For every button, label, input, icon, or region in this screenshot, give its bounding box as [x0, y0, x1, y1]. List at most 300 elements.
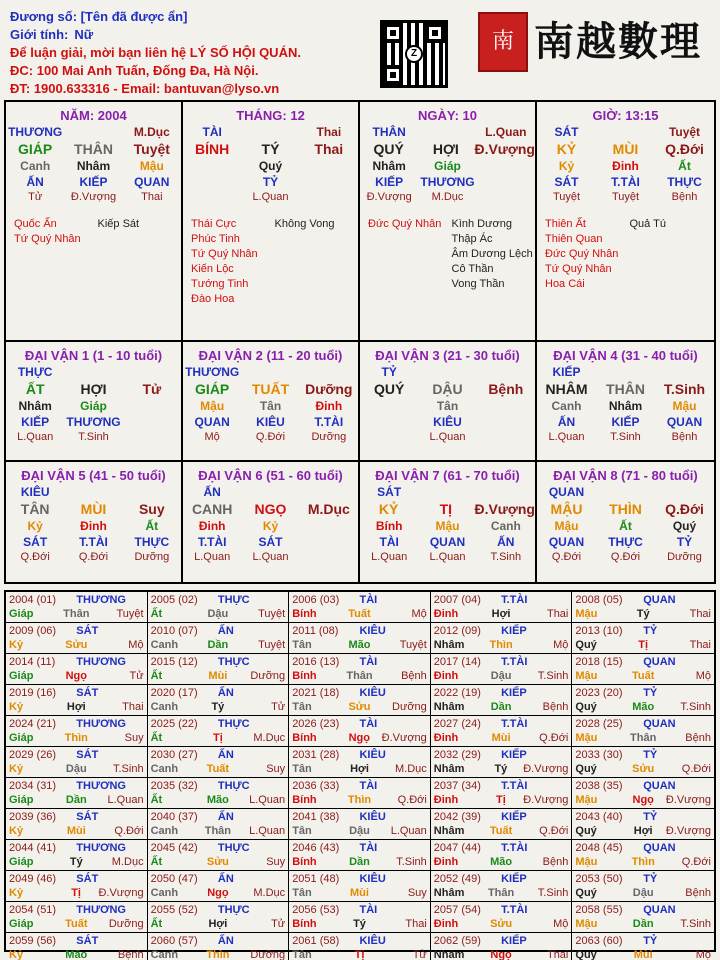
element-cell	[183, 175, 241, 189]
year-stage: Q.Đới	[681, 763, 711, 775]
stage: T.Sinh	[663, 381, 706, 397]
element-cell	[123, 431, 181, 443]
year-cell	[148, 623, 290, 654]
element-cell: QUAN	[194, 415, 230, 429]
year-cell	[148, 716, 290, 747]
star-item: Kình Dương	[451, 218, 512, 230]
earthly-branch: NGỌ	[254, 501, 287, 517]
stem-branch-row	[360, 381, 535, 397]
year-cell	[148, 871, 290, 902]
year-branch: Mão	[206, 794, 229, 806]
year-label: 2029 (26)	[9, 749, 57, 761]
spacer	[123, 365, 181, 379]
element-cell	[477, 399, 535, 413]
year-stage: Đ.Vượng	[98, 887, 144, 899]
star-item	[630, 232, 715, 247]
star-item: Phúc Tinh	[191, 233, 240, 245]
year-pillar	[151, 917, 286, 931]
year-god: QUAN	[643, 594, 676, 606]
year-head	[9, 593, 144, 607]
element-cell	[300, 175, 358, 189]
star-item	[630, 247, 715, 262]
year-pillar	[434, 824, 569, 838]
element-cell: Quý	[258, 159, 283, 173]
pillar-1	[6, 102, 183, 342]
year-god: TỶ	[643, 935, 658, 947]
year-god: THỰC	[217, 780, 250, 792]
spacer	[596, 485, 655, 499]
year-god: THƯƠNG	[76, 656, 126, 668]
element-row	[6, 535, 181, 549]
stage: Q.Đới	[665, 141, 704, 157]
stem-branch-row	[537, 141, 714, 157]
year-cell	[289, 840, 431, 871]
element-cell	[300, 551, 358, 563]
year-pillar	[575, 700, 711, 714]
year-stage: Đ.Vượng	[523, 794, 569, 806]
year-head	[292, 717, 427, 731]
year-cell	[431, 654, 573, 685]
logo: 南越數理	[534, 18, 702, 65]
year-branch: Sửu	[490, 918, 513, 930]
year-stage: Mộ	[411, 608, 427, 620]
spacer	[241, 125, 299, 139]
year-cell	[148, 902, 290, 933]
year-branch: Mùi	[491, 732, 511, 744]
year-stem: Bính	[292, 918, 317, 930]
year-label: 2055 (52)	[150, 904, 198, 916]
qr-code-icon[interactable]: Z	[380, 20, 448, 88]
year-stage: M.Dục	[111, 856, 144, 868]
year-stage: Đ.Vượng	[381, 732, 427, 744]
earthly-branch: THÂN	[74, 141, 113, 157]
element-cell: KIẾP	[79, 175, 108, 189]
year-stage: Thai	[546, 608, 569, 620]
year-stage: Thai	[546, 949, 569, 960]
year-pillar	[575, 917, 711, 931]
year-stem: Tân	[292, 701, 312, 713]
year-stem: Quý	[575, 701, 597, 713]
year-stage: M.Dục	[253, 887, 286, 899]
year-branch: Hợi	[350, 763, 369, 775]
element-row	[6, 519, 181, 533]
year-god: TỶ	[643, 873, 658, 885]
stem-branch-row	[183, 381, 358, 397]
year-cell	[572, 902, 714, 933]
element-cell: M.Dục	[431, 191, 464, 203]
year-head	[434, 934, 569, 948]
year-label: 2018 (15)	[575, 656, 623, 668]
star-item: Vong Thần	[451, 278, 505, 290]
heavenly-stem: QUÝ	[373, 141, 404, 157]
year-branch: Dần	[65, 794, 87, 806]
year-god: TÀI	[359, 718, 378, 730]
year-branch: Tuất	[348, 608, 371, 620]
god-row	[6, 485, 181, 499]
year-stage: Bệnh	[542, 701, 569, 713]
year-stem: Tân	[292, 763, 312, 775]
year-branch: Mão	[348, 639, 371, 651]
year-stem: Giáp	[9, 856, 34, 868]
element-cell: Q.Đới	[610, 551, 641, 563]
element-row	[183, 159, 358, 173]
year-cell	[572, 654, 714, 685]
element-row	[537, 415, 714, 429]
year-branch: Ngọ	[632, 794, 654, 806]
element-row	[183, 191, 358, 203]
element-cell: Mậu	[200, 399, 225, 413]
year-label: 2046 (43)	[292, 842, 340, 854]
year-pillar	[9, 607, 144, 621]
ten-god: KIÊU	[20, 485, 50, 499]
year-label: 2024 (21)	[9, 718, 57, 730]
gender-line: Giới tính: Nữ	[10, 27, 94, 42]
year-stem: Giáp	[9, 794, 34, 806]
stage: Thai	[314, 141, 344, 157]
stem-branch-row	[537, 501, 714, 517]
year-head	[9, 748, 144, 762]
year-pillar	[151, 948, 286, 960]
earthly-branch: THÌN	[609, 501, 642, 517]
owner-line: Đương số: [Tên đã được ẩn]	[10, 9, 188, 24]
element-cell: L.Quan	[429, 551, 466, 563]
year-pillar	[575, 793, 711, 807]
decade-title: ĐẠI VẬN 1 (1 - 10 tuổi)	[24, 348, 163, 363]
year-god: TÀI	[359, 780, 378, 792]
year-cell	[289, 933, 431, 960]
year-stage: Mộ	[553, 639, 569, 651]
year-god: ẤN	[217, 687, 234, 699]
ten-god: THƯƠNG	[185, 365, 240, 379]
star-item: Tứ Quý Nhân	[545, 263, 612, 275]
element-cell: Mậu	[554, 519, 579, 533]
year-stage: T.Sinh	[680, 918, 711, 930]
element-cell: Mậu	[672, 399, 697, 413]
year-head	[9, 717, 144, 731]
stage: Bệnh	[488, 381, 524, 397]
element-cell: THƯƠNG	[420, 175, 475, 189]
year-branch: Dậu	[490, 670, 512, 682]
year-stage: Suy	[266, 763, 286, 775]
year-branch: Hợi	[208, 918, 228, 930]
star-item: Thái Cực	[191, 218, 237, 230]
god-row	[360, 365, 535, 379]
year-pillar	[151, 793, 286, 807]
year-god: KIẾP	[501, 749, 527, 761]
decade-7	[360, 462, 537, 582]
year-head	[9, 934, 144, 948]
year-head	[575, 903, 711, 917]
year-label: 2019 (16)	[9, 687, 57, 699]
year-branch: Dần	[490, 701, 512, 713]
element-row	[537, 175, 714, 189]
year-god: QUAN	[643, 842, 676, 854]
year-cell	[148, 840, 290, 871]
spacer	[596, 125, 655, 139]
element-cell: Tân	[436, 399, 459, 413]
element-cell: T.Sinh	[490, 551, 522, 563]
year-stem: Mậu	[575, 794, 598, 806]
year-god: ẤN	[217, 935, 234, 947]
year-god: THƯƠNG	[76, 904, 126, 916]
year-god: QUAN	[643, 656, 676, 668]
year-cell	[289, 654, 431, 685]
year-stage: L.Quan	[249, 794, 286, 806]
year-head	[434, 841, 569, 855]
year-branch: Thân	[630, 732, 657, 744]
element-cell: Mậu	[435, 519, 460, 533]
star-item: Tướng Tinh	[191, 278, 249, 290]
year-label: 2030 (27)	[150, 749, 198, 761]
year-branch: Ngọ	[207, 887, 229, 899]
year-cell	[289, 809, 431, 840]
year-branch: Thìn	[631, 856, 655, 868]
element-cell: T.Sinh	[610, 431, 641, 443]
year-stem: Kỷ	[9, 763, 24, 775]
ten-god: TỶ	[381, 365, 397, 379]
year-stage: Đ.Vượng	[665, 794, 711, 806]
star-item	[368, 277, 452, 292]
ten-god: THƯƠNG	[8, 125, 63, 139]
ten-god: THÂN	[372, 125, 406, 139]
year-branch: Tị	[212, 732, 223, 744]
year-stem: Giáp	[9, 670, 34, 682]
year-god: KIÊU	[359, 811, 386, 823]
year-pillar	[151, 855, 286, 869]
year-head	[575, 686, 711, 700]
year-god: TÀI	[359, 656, 378, 668]
year-label: 2014 (11)	[9, 656, 56, 668]
year-cell	[6, 809, 148, 840]
year-label: 2006 (03)	[292, 594, 340, 606]
year-label: 2031 (28)	[292, 749, 340, 761]
element-row	[183, 415, 358, 429]
earthly-branch: HỢI	[80, 381, 107, 397]
year-label: 2040 (37)	[150, 811, 198, 823]
earthly-branch: THÂN	[606, 381, 645, 397]
element-cell: L.Quan	[429, 431, 466, 443]
year-label: 2049 (46)	[9, 873, 57, 885]
year-head	[151, 903, 286, 917]
element-cell: KIẾP	[611, 415, 640, 429]
element-cell: Dưỡng	[311, 431, 347, 443]
heavenly-stem: MẬU	[550, 501, 583, 517]
star-item: Đào Hoa	[191, 293, 235, 305]
year-label: 2054 (51)	[9, 904, 57, 916]
year-stage: Suy	[124, 732, 144, 744]
year-cell	[572, 716, 714, 747]
year-pillar	[292, 669, 427, 683]
element-cell: Đ.Vượng	[70, 191, 117, 203]
year-label: 2022 (19)	[433, 687, 481, 699]
year-stem: Bính	[292, 670, 317, 682]
year-stage: Mộ	[553, 918, 569, 930]
year-god: SÁT	[76, 749, 99, 761]
year-stage: Đ.Vượng	[665, 825, 711, 837]
year-stem: Canh	[150, 887, 179, 899]
year-branch: Thân	[487, 887, 515, 899]
year-cell	[6, 716, 148, 747]
year-stem: Quý	[575, 763, 597, 775]
year-stage: Đ.Vượng	[523, 763, 569, 775]
decade-8	[537, 462, 714, 582]
element-row	[6, 191, 181, 203]
decade-5	[6, 462, 183, 582]
year-stem: Mậu	[575, 670, 598, 682]
year-stage: Bệnh	[685, 887, 711, 899]
year-pillar	[292, 762, 427, 776]
year-label: 2010 (07)	[150, 625, 198, 637]
year-god: TỶ	[643, 811, 658, 823]
year-stage: Bệnh	[117, 949, 144, 960]
year-pillar	[575, 669, 711, 683]
year-stage: L.Quan	[390, 825, 427, 837]
element-cell: Thai	[141, 191, 163, 203]
year-head	[151, 593, 286, 607]
element-cell: Bính	[375, 519, 403, 533]
element-cell: Q.Đới	[78, 551, 109, 563]
element-row	[537, 519, 714, 533]
year-stage: Mộ	[695, 670, 711, 682]
year-god: KIẾP	[501, 811, 527, 823]
year-label: 2021 (18)	[292, 687, 340, 699]
year-head	[575, 655, 711, 669]
year-branch: Thân	[204, 825, 232, 837]
earthly-branch: HỢI	[432, 141, 459, 157]
year-stem: Mậu	[575, 732, 598, 744]
stem-branch-row	[183, 501, 358, 517]
year-stem: Bính	[292, 794, 317, 806]
year-pillar	[9, 793, 144, 807]
stem-branch-row	[6, 381, 181, 397]
year-label: 2004 (01)	[9, 594, 57, 606]
element-cell	[300, 535, 358, 549]
year-pillar	[575, 948, 711, 960]
year-head	[434, 624, 569, 638]
element-cell: Giáp	[80, 399, 107, 413]
year-stem: Giáp	[9, 732, 34, 744]
year-pillar	[9, 700, 144, 714]
star-item: Thiên Quan	[545, 233, 603, 245]
year-cell	[572, 933, 714, 960]
year-stage: Suy	[407, 887, 427, 899]
year-cell	[6, 654, 148, 685]
star-item: Hoa Cái	[545, 278, 585, 290]
year-stage: T.Sinh	[113, 763, 144, 775]
year-branch: Tuất	[206, 763, 230, 775]
year-label: 2056 (53)	[292, 904, 340, 916]
element-cell: KIÊU	[433, 415, 462, 429]
god-row	[537, 485, 714, 499]
element-cell: Tuyệt	[611, 191, 640, 203]
chart-grid	[4, 100, 716, 584]
year-branch: Sửu	[206, 856, 229, 868]
star-item: Không Vong	[274, 218, 335, 230]
god-row	[537, 125, 714, 139]
year-head	[292, 810, 427, 824]
element-cell	[300, 519, 358, 533]
element-cell: Giáp	[434, 159, 461, 173]
spacer	[123, 485, 181, 499]
year-branch: Mão	[65, 949, 88, 960]
year-label: 2038 (35)	[575, 780, 623, 792]
year-label: 2035 (32)	[150, 780, 198, 792]
year-pillar	[9, 855, 144, 869]
year-cell	[6, 685, 148, 716]
decade-4	[537, 342, 714, 462]
ten-god: QUAN	[548, 485, 585, 499]
year-branch: Thìn	[347, 794, 372, 806]
stem-branch-row	[360, 141, 535, 157]
year-god: SÁT	[76, 935, 99, 947]
element-cell: TÀI	[379, 535, 399, 549]
element-row	[360, 399, 535, 413]
year-branch: Thìn	[206, 949, 230, 960]
year-cell	[572, 871, 714, 902]
year-cell	[431, 623, 573, 654]
year-stem: Ất	[150, 794, 163, 806]
year-stem: Bính	[292, 856, 317, 868]
year-label: 2027 (24)	[433, 718, 481, 730]
year-stage: Bệnh	[542, 856, 569, 868]
year-stem: Nhâm	[433, 949, 465, 960]
year-branch: Dần	[207, 639, 229, 651]
year-cell	[572, 685, 714, 716]
year-stem: Đinh	[433, 856, 459, 868]
year-stage: Tử	[129, 670, 144, 682]
year-branch: Mùi	[208, 670, 228, 682]
element-row	[360, 519, 535, 533]
element-cell: KIẾP	[21, 415, 50, 429]
stage: Suy	[138, 501, 165, 517]
phone-email-line: ĐT: 1900.633316 - Email: bantuvan@lyso.vn	[10, 81, 280, 96]
earthly-branch: MÙI	[612, 141, 639, 157]
year-stage: Q.Đới	[114, 825, 144, 837]
element-cell: Q.Đới	[20, 551, 50, 563]
star-item: Đức Quý Nhân	[368, 218, 442, 230]
year-head	[575, 934, 711, 948]
element-cell: Dưỡng	[667, 551, 702, 563]
year-head	[292, 686, 427, 700]
year-cell	[431, 747, 573, 778]
year-label: 2058 (55)	[575, 904, 623, 916]
year-cell	[6, 747, 148, 778]
year-stem: Quý	[575, 887, 597, 899]
year-stage: Tuyệt	[258, 639, 286, 651]
year-head	[151, 624, 286, 638]
year-label: 2045 (42)	[150, 842, 198, 854]
decade-6	[183, 462, 360, 582]
year-label: 2023 (20)	[575, 687, 623, 699]
god-row	[6, 365, 181, 379]
year-cell	[6, 840, 148, 871]
decade-title: ĐẠI VẬN 3 (21 - 30 tuổi)	[375, 348, 520, 363]
element-row	[183, 535, 358, 549]
year-pillar	[9, 948, 144, 960]
pillar-title: GIỜ: 13:15	[592, 108, 659, 123]
year-stage: Tử	[271, 701, 286, 713]
element-cell: Nhâm	[18, 399, 52, 413]
year-stage: Thai	[689, 639, 711, 651]
year-pillar	[292, 700, 427, 714]
year-pillar	[434, 669, 569, 683]
year-pillar	[151, 886, 286, 900]
year-pillar	[575, 607, 711, 621]
star-item: Kiến Lộc	[191, 263, 234, 275]
year-head	[292, 934, 427, 948]
element-cell: L.Quan	[548, 431, 585, 443]
element-cell: Mộ	[204, 431, 220, 443]
